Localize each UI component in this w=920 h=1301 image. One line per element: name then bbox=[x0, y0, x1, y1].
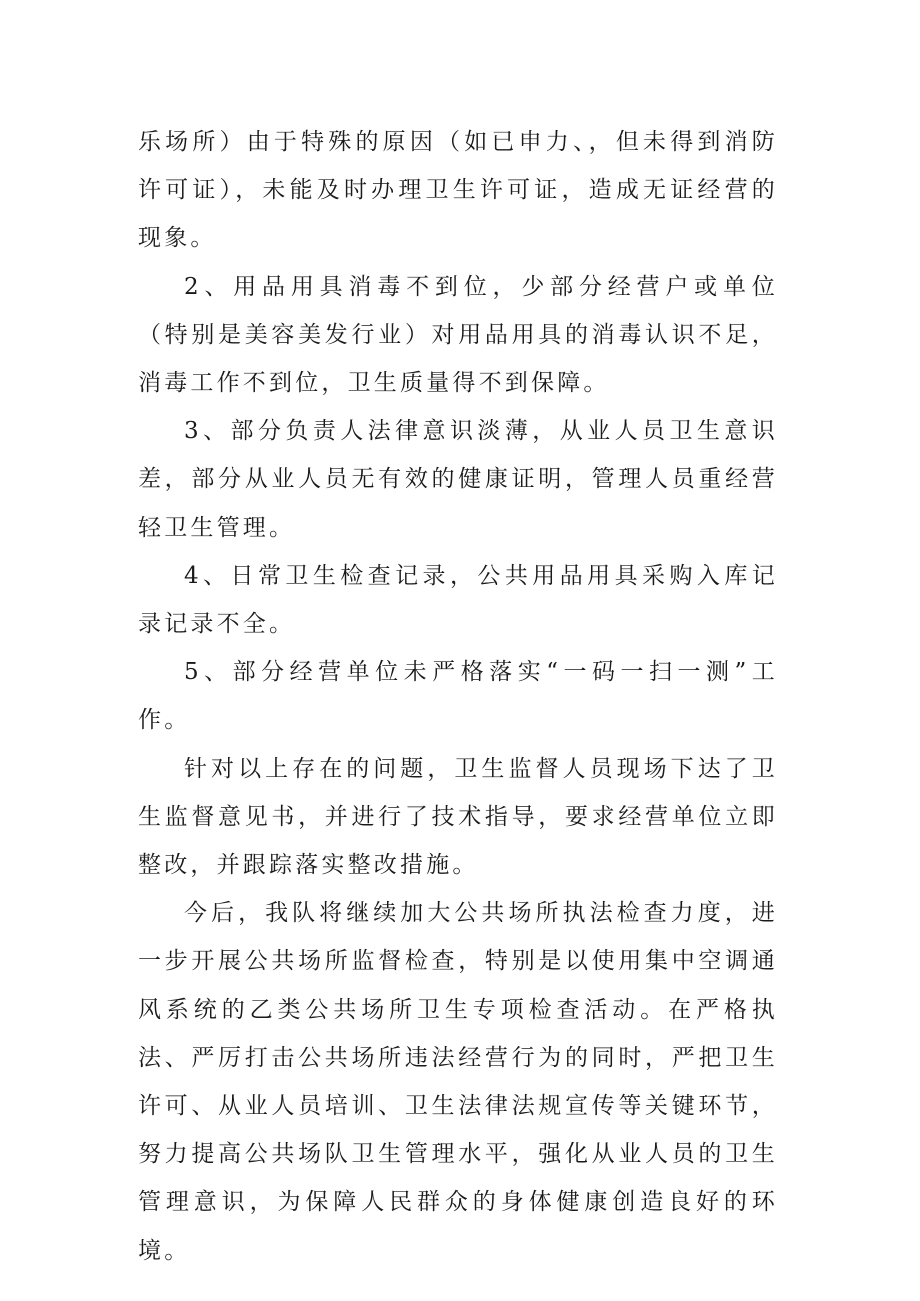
paragraph-future-plan: 今后，我队将继续加大公共场所执法检查力度，进一步开展公共场所监督检查，特别是以使用集中空调通风系统的乙类公共场所卫生专项检查活动。在严格执法、严厉打击公共场所违法经营行为的同时，严把卫生许可、从业人员培训、卫生法律法规宣传等关键环节，努力提高公共场队卫生管理水平，强化从业人员的卫生管理意识，为保障人民群众的身体健康创造良好的环境。 bbox=[138, 900, 778, 1264]
paragraph-item-3: 3、部分负责人法律意识淡薄，从业人员卫生意识差，部分从业人员无有效的健康证明，管理人员重经营轻卫生管理。 bbox=[138, 418, 778, 541]
paragraph-item-2: 2、用品用具消毒不到位，少部分经营户或单位（特别是美容美发行业）对用品用具的消毒认识不足，消毒工作不到位，卫生质量得不到保障。 bbox=[138, 273, 778, 397]
document-body bbox=[138, 118, 778, 1275]
paragraph-continued: 乐场所）由于特殊的原因（如已申力、，但未得到消防许可证），未能及时办理卫生许可证，造成无证经营的现象。 bbox=[138, 129, 778, 252]
paragraph-item-5: 5、部分经营单位未严格落实“一码一扫一测”工作。 bbox=[138, 659, 778, 734]
paragraph-rectification: 针对以上存在的问题，卫生监督人员现场下达了卫生监督意见书，并进行了技术指导，要求经营单位立即整改，并跟踪落实整改措施。 bbox=[138, 755, 778, 879]
paragraph-item-4: 4、日常卫生检查记录，公共用品用具采购入库记录记录不全。 bbox=[138, 562, 778, 638]
